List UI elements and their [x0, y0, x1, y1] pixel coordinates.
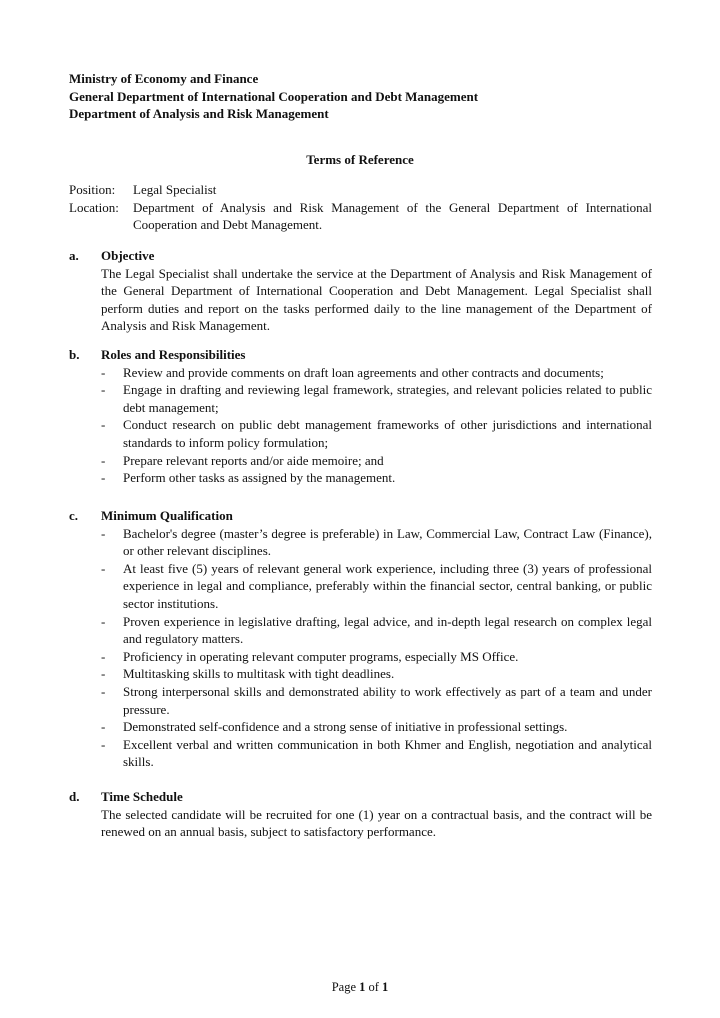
- dash-bullet: -: [101, 417, 106, 433]
- list-item-text: Prepare relevant reports and/or aide memoire; and: [123, 452, 384, 468]
- roles-list: [101, 364, 652, 487]
- page-of: of: [368, 980, 379, 994]
- list-item: [101, 381, 652, 416]
- dash-bullet: -: [101, 470, 106, 486]
- general-department-line: General Department of International Cooperation and Debt Management: [69, 88, 479, 104]
- list-item: [101, 613, 652, 648]
- section-title: Minimum Qualification: [101, 508, 233, 523]
- section-title: Objective: [101, 248, 155, 263]
- list-item-text: Engage in drafting and reviewing legal framework, strategies, and relevant policies related to public debt management;: [123, 382, 652, 415]
- location-value: Department of Analysis and Risk Management of the General Department of International Cooperation and Debt Management.: [133, 199, 652, 233]
- list-item: [101, 469, 652, 487]
- dash-bullet: -: [101, 719, 106, 735]
- dash-bullet: -: [101, 613, 106, 629]
- section-roles: [69, 346, 652, 487]
- section-heading: [69, 247, 652, 265]
- dash-bullet: -: [101, 452, 106, 468]
- position-value: Legal Specialist: [133, 182, 217, 197]
- list-item-text: Excellent verbal and written communication in both Khmer and English, negotiation and analytical skills.: [123, 736, 652, 770]
- section-heading: [69, 346, 652, 364]
- list-item-text: Strong interpersonal skills and demonstrated ability to work effectively as part of a team and under pressure.: [123, 683, 652, 717]
- section-letter: b.: [69, 347, 80, 362]
- section-time-schedule: [69, 788, 652, 841]
- total-page-count: 1: [382, 980, 389, 994]
- list-item-text: Multitasking skills to multitask with tight deadlines.: [123, 666, 395, 682]
- list-item: [101, 560, 652, 613]
- position-label: Position:: [69, 182, 116, 197]
- position-row: [69, 181, 652, 199]
- list-item-text: Review and provide comments on draft loan agreements and other contracts and documents;: [123, 364, 604, 380]
- dash-bullet: -: [101, 683, 106, 699]
- page-prefix: Page: [331, 980, 356, 994]
- list-item: [101, 718, 652, 736]
- list-item: [101, 416, 652, 451]
- position-location-block: [69, 181, 652, 234]
- dash-bullet: -: [101, 666, 106, 682]
- list-item: [101, 452, 652, 470]
- qualification-list: [101, 525, 652, 771]
- section-body: The Legal Specialist shall undertake the service at the Department of Analysis and Risk Management of the General Department of International Cooperation and Debt Management. Legal Specialist shall perform duties and report on the tasks performed daily to the line management of the Department of Analysis and Risk Management.: [101, 265, 652, 334]
- section-qualification: [69, 507, 652, 771]
- dash-bullet: -: [101, 560, 106, 576]
- page-footer: [0, 979, 720, 997]
- list-item: [101, 665, 652, 683]
- section-letter: c.: [69, 508, 79, 523]
- list-item: [101, 525, 652, 560]
- current-page-number: 1: [359, 980, 366, 994]
- section-objective: [69, 247, 652, 335]
- section-heading: [69, 507, 652, 525]
- list-item-text: At least five (5) years of relevant general work experience, including three (3) years of professional experience in legal and compliance, preferably within the financial sector, central banking, or public sector institutions.: [123, 560, 652, 611]
- list-item: [101, 683, 652, 718]
- list-item-text: Proficiency in operating relevant computer programs, especially MS Office.: [123, 648, 519, 664]
- list-item-text: Proven experience in legislative drafting, legal advice, and in-depth legal research on complex legal and regulatory matters.: [123, 613, 652, 647]
- department-line: Department of Analysis and Risk Management: [69, 106, 329, 122]
- list-item-text: Demonstrated self-confidence and a strong sense of initiative in professional settings.: [123, 719, 568, 735]
- dash-bullet: -: [101, 648, 106, 664]
- section-letter: d.: [69, 789, 80, 804]
- dash-bullet: -: [101, 525, 106, 541]
- list-item-text: Conduct research on public debt management frameworks of other jurisdictions and international standards to inform policy formulation;: [123, 417, 652, 450]
- section-title: Time Schedule: [101, 789, 183, 804]
- section-title: Roles and Responsibilities: [101, 347, 246, 362]
- list-item-text: Perform other tasks as assigned by the management.: [123, 470, 396, 486]
- dash-bullet: -: [101, 364, 106, 380]
- ministry-line: Ministry of Economy and Finance: [69, 71, 259, 86]
- section-letter: a.: [69, 248, 79, 263]
- list-item: [101, 364, 652, 382]
- location-label: Location:: [69, 199, 119, 215]
- location-row: [69, 199, 652, 234]
- list-item: [101, 648, 652, 666]
- list-item-text: Bachelor's degree (master’s degree is preferable) in Law, Commercial Law, Contract Law (Finance), or other relevant disciplines.: [123, 525, 652, 559]
- dash-bullet: -: [101, 736, 106, 752]
- section-heading: [69, 788, 652, 806]
- document-title: Terms of Reference: [306, 152, 414, 167]
- section-body: The selected candidate will be recruited for one (1) year on a contractual basis, and the contract will be renewed on an annual basis, subject to satisfactory performance.: [101, 806, 652, 840]
- list-item: [101, 736, 652, 771]
- dash-bullet: -: [101, 382, 106, 398]
- organization-header: [69, 70, 478, 123]
